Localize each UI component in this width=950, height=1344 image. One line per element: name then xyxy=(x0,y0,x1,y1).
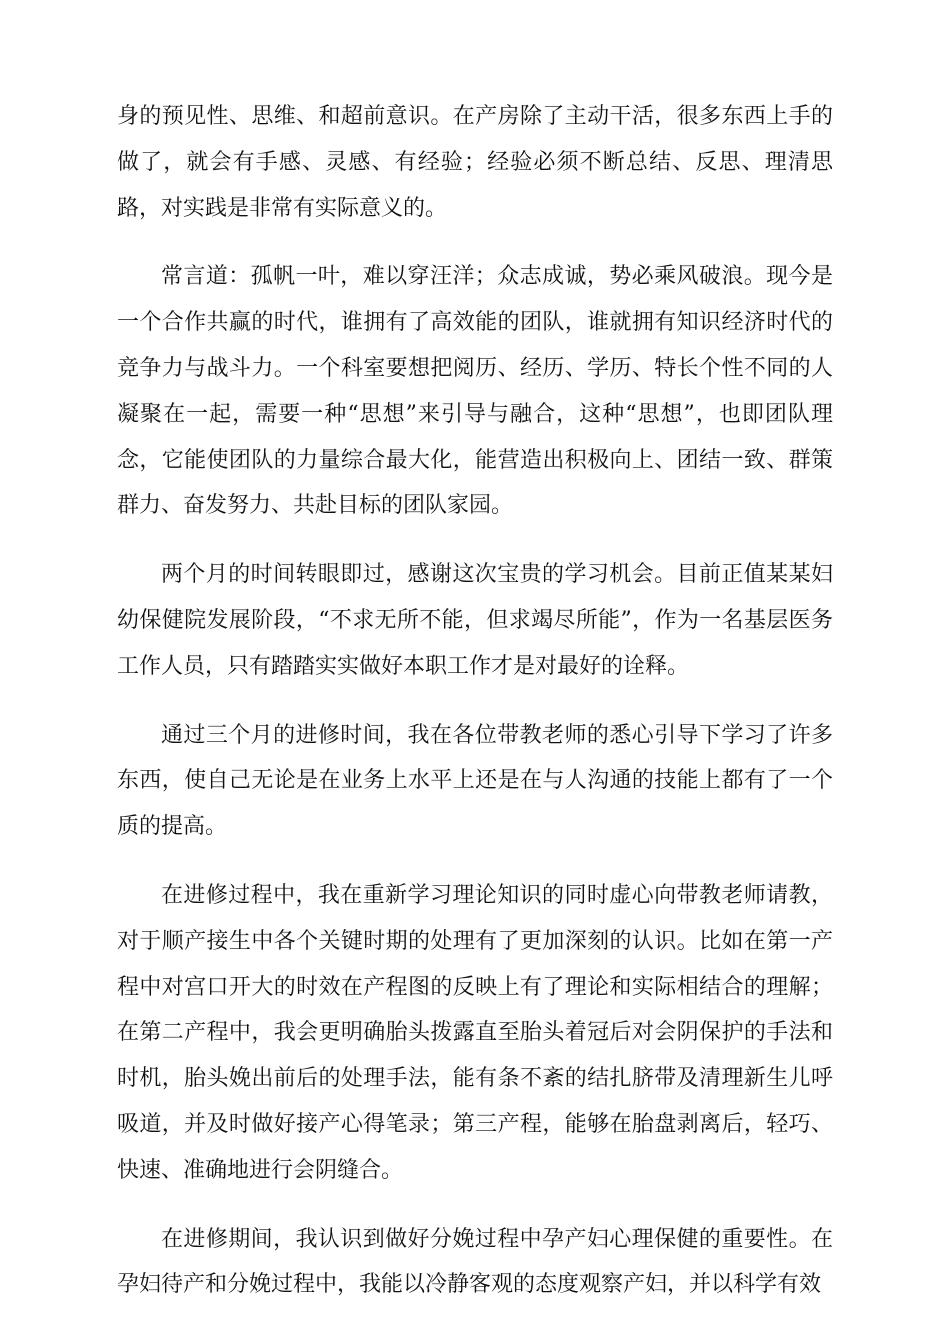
paragraph-3: 两个月的时间转眼即过，感谢这次宝贵的学习机会。目前正值某某妇幼保健院发展阶段，“不求无所不能，但求竭尽所能”，作为一名基层医务工作人员，只有踏踏实实做好本职工作才是对最好的诠释。 xyxy=(117,562,833,679)
paragraph-6: 在进修期间，我认识到做好分娩过程中孕产妇心理保健的重要性。在孕妇待产和分娩过程中，我能以冷静客观的态度观察产妇，并以科学有效 xyxy=(117,1226,833,1298)
paragraph-2: 常言道：孤帆一叶，难以穿汪洋；众志成诚，势必乘风破浪。现今是一个合作共赢的时代，谁拥有了高效能的团队，谁就拥有知识经济时代的竞争力与战斗力。一个科室要想把阅历、经历、学历、特长个性不同的人凝聚在一起，需要一种“思想”来引导与融合，这种“思想”，也即团队理念，它能使团队的力量综合最大化，能营造出积极向上、团结一致、群策群力、奋发努力、共赴目标的团队家园。 xyxy=(117,264,833,519)
paragraph-5: 在进修过程中，我在重新学习理论知识的同时虚心向带教老师请教，对于顺产接生中各个关键时期的处理有了更加深刻的认识。比如在第一产程中对宫口开大的时效在产程图的反映上有了理论和实际相结合的理解；在第二产程中，我会更明确胎头拨露直至胎头着冠后对会阴保护的手法和时机，胎头娩出前后的处理手法，能有条不紊的结扎脐带及清理新生儿呼吸道，并及时做好接产心得笔录；第三产程，能够在胎盘剥离后，轻巧、快速、准确地进行会阴缝合。 xyxy=(117,882,833,1183)
paragraph-4: 通过三个月的进修时间，我在各位带教老师的悉心引导下学习了许多东西，使自己无论是在业务上水平上还是在与人沟通的技能上都有了一个质的提高。 xyxy=(117,722,833,840)
paragraph-1: 身的预见性、思维、和超前意识。在产房除了主动干活，很多东西上手的做了，就会有手感、灵感、有经验；经验必须不断总结、反思、理清思路，对实践是非常有实际意义的。 xyxy=(117,104,833,221)
document-page xyxy=(117,94,833,1308)
